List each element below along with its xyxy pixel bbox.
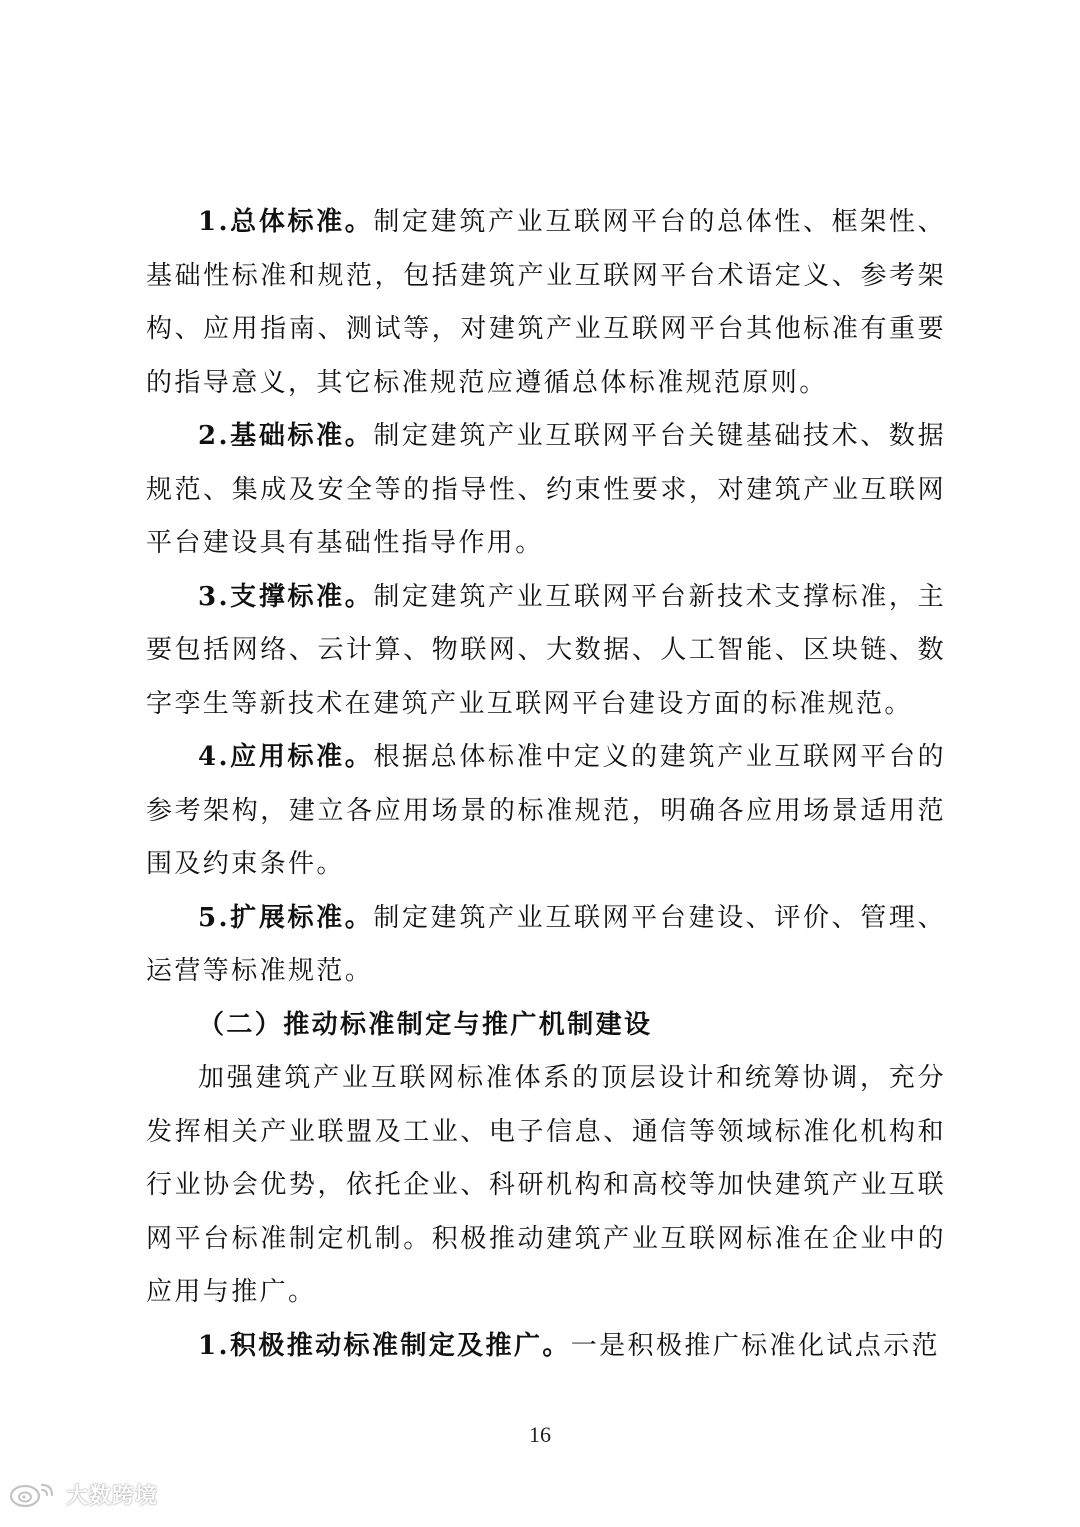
paragraph-text: 一是积极推广标准化试点示范 xyxy=(570,1330,940,1361)
paragraph-general-standards xyxy=(146,196,946,410)
weibo-logo-icon xyxy=(8,1479,60,1509)
paragraph-body: 加强建筑产业互联网标准体系的顶层设计和统筹协调，充分发挥相关产业联盟及工业、电子信息、通信等领域标准化机构和行业协会优势，依托企业、科研机构和高校等加快建筑产业互联网平台标准制定机制。积极推动建筑产业互联网标准在企业中的应用与推广。 xyxy=(146,1063,946,1307)
watermark-text: 大数跨境 xyxy=(66,1483,159,1509)
paragraph-promotion xyxy=(146,1320,946,1374)
paragraph-support-standards xyxy=(146,571,946,732)
watermark xyxy=(8,1474,158,1514)
paragraph-lead: 1.总体标准。 xyxy=(198,207,374,237)
section-heading: （二）推动标准制定与推广机制建设 xyxy=(198,1009,653,1040)
paragraph-text: 制定建筑产业互联网平台关键基础技术、数据规范、集成及安全等的指导性、约束性要求，对建筑产业互联网平台建设具有基础性指导作用。 xyxy=(146,421,946,558)
paragraph-text: 根据总体标准中定义的建筑产业互联网平台的参考架构，建立各应用场景的标准规范，明确各应用场景适用范围及约束条件。 xyxy=(146,742,946,879)
paragraph-text: 制定建筑产业互联网平台新技术支撑标准，主要包括网络、云计算、物联网、大数据、人工智能、区块链、数字孪生等新技术在建筑产业互联网平台建设方面的标准规范。 xyxy=(146,581,946,719)
paragraph-lead: 3.支撑标准。 xyxy=(198,581,374,612)
page-number: 16 xyxy=(529,1422,551,1447)
paragraph-lead: 1.积极推动标准制定及推广。 xyxy=(198,1330,571,1361)
page-content xyxy=(146,196,946,1373)
paragraph-lead: 2.基础标准。 xyxy=(198,421,374,451)
paragraph-text: 制定建筑产业互联网平台建设、评价、管理、运营等标准规范。 xyxy=(146,902,946,986)
paragraph-text: 制定建筑产业互联网平台的总体性、框架性、基础性标准和规范，包括建筑产业互联网平台术语定义、参考架构、应用指南、测试等，对建筑产业互联网平台其他标准有重要的指导意义，其它标准规范应遵循总体标准规范原则。 xyxy=(146,207,946,398)
paragraph-lead: 5.扩展标准。 xyxy=(198,902,374,933)
paragraph-application-standards xyxy=(146,731,946,892)
paragraph-basic-standards xyxy=(146,410,946,571)
paragraph-lead: 4.应用标准。 xyxy=(198,742,374,772)
paragraph-extension-standards xyxy=(146,892,946,999)
